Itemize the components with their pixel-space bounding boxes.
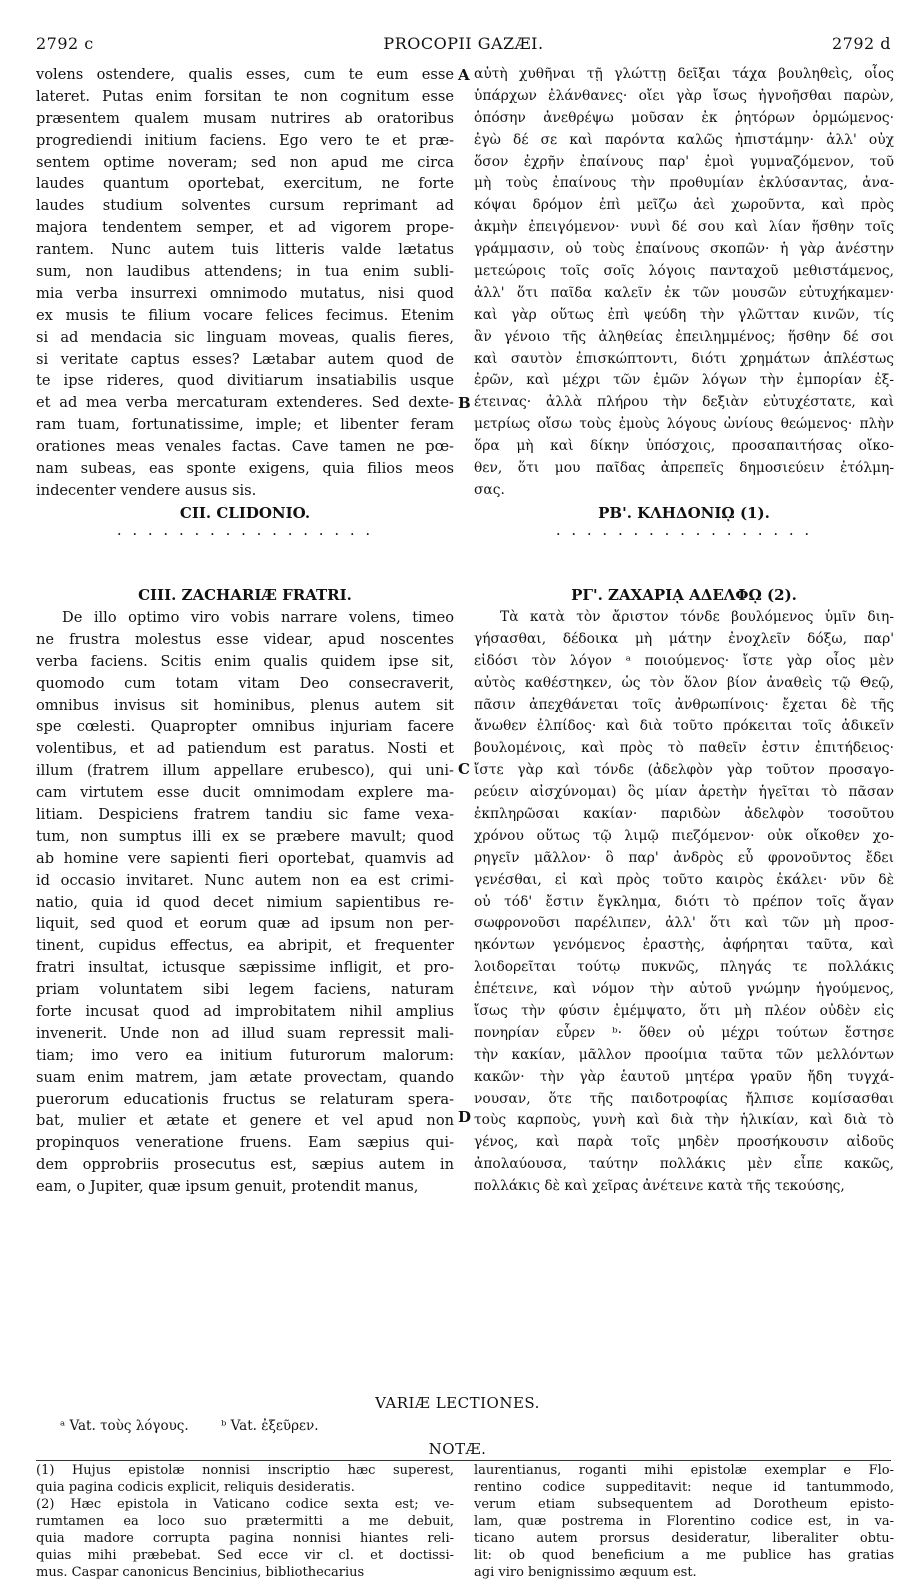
text-line: εἰδόσι τὸν λόγον ᵃ ποιούμενος· ἴστε γὰρ οἷος μὲν: [474, 652, 894, 669]
text-line: οὐ τόδ' ἔστιν ἔγκλημα, διότι τὸ πρέπον τοῖς ἄγαν: [474, 893, 894, 910]
note-line: rumtamen ea loco suo prætermitti a me debuit,: [36, 1514, 454, 1529]
text-line: πολλάκις δὲ καὶ χεῖρας ἀνέτεινε κατὰ τῆς τεκούσης,: [474, 1178, 845, 1195]
text-line: ηκόντων γενόμενος ἐραστὴς, ἀφήρηται ταῦτα, καὶ: [474, 937, 894, 954]
text-line: αὐτὸς καθέστηκεν, ὡς τὸν ὅλον βίον ἀναθεὶς τῷ Θεῷ,: [474, 674, 894, 691]
text-line: χρόνου οὕτως τῷ λιμῷ πιεζόμενον· οὐκ οἴκοθεν χο-: [474, 827, 894, 844]
note-line: mus. Caspar canonicus Bencinius, bibliothecarius: [36, 1565, 365, 1580]
latin-column-bottom: [36, 607, 454, 1198]
text-line: puerorum educationis fructus se relaturam spera-: [36, 1090, 454, 1108]
note-line: ticano autem prorsus desideratur, liberaliter obtu-: [474, 1531, 894, 1546]
text-line: μὴ τοὺς ἐπαίνους τὴν προθυμίαν ἐκλύσαντας, ἀνα-: [474, 175, 894, 192]
text-line: γήσασθαι, δέδοικα μὴ μάτην ἐνοχλεῖν δόξω, παρ': [474, 630, 894, 647]
text-line: ἐκπληρῶσαι κακίαν· παριδὼν ἀδελφὸν τοσοῦτου: [474, 806, 894, 823]
text-line: πονηρίαν εὗρεν ᵇ· ὅθεν οὐ μέχρι τούτων ἔστησε: [474, 1024, 894, 1041]
greek-heading-ciii-block: [474, 584, 894, 606]
greek-column-top: [474, 64, 894, 502]
text-line: tum, non sumptus illi ex se præbere mavult; quod: [36, 827, 454, 845]
latin-heading-ciii-block: [36, 584, 454, 606]
text-line: ne frustra molestus esse videar, apud noscentes: [36, 630, 454, 648]
text-line: quomodo cum totam vitam Deo consecraverit,: [36, 674, 454, 692]
text-line: σωφρονοῦσι παρέλιπεν, ἀλλ' ὅτι καὶ τῶν μὴ προσ-: [474, 915, 894, 932]
text-line: propinquos veneratione fruens. Eam sæpius qui-: [36, 1134, 454, 1152]
text-line: ρεύειν αἰσχύνομαι) ὃς μίαν ἀρετὴν ἡγεῖται τὸ πᾶσαν: [474, 784, 894, 801]
text-line: πᾶσιν ἀπεχθάνεται τοῖς ἀνθρωπίνοις· ἔχεται δὲ τῆς: [474, 696, 894, 713]
note-line: (1) Hujus epistolæ nonnisi inscriptio hæc superest,: [36, 1463, 454, 1478]
text-line: κόψαι δρόμον ἐπὶ μεῖζω ἀεὶ χωροῦντα, καὶ πρὸς: [474, 197, 894, 214]
page-number-right: 2792 d: [831, 34, 891, 53]
text-line: litiam. Despiciens fratrem tandiu sic fame vexa-: [36, 806, 454, 824]
greek-column-bottom: [474, 607, 894, 1198]
note-line: rentino codice suppeditavit: neque id tantummodo,: [474, 1480, 894, 1495]
text-line: ἀπολαύουσα, ταύτην πολλάκις μὲν εἶπε κακῶς,: [474, 1156, 894, 1173]
text-line: νουσαν, ὅτε τῆς παιδοτροφίας ἤλπισε κομίσασθαι: [474, 1090, 894, 1107]
text-line: nam subeas, eas sponte exigens, quia filios meos: [36, 460, 454, 478]
text-line: invenerit. Unde non ad illud suam repressit mali-: [36, 1024, 454, 1042]
text-line: suam enim matrem, jam ætate provectam, quando: [36, 1068, 454, 1086]
text-line: μετεώροις τοῖς σοῖς λόγοις πανταχοῦ μεθιστάμενος,: [474, 263, 894, 280]
page-number-left: 2792 c: [36, 34, 94, 53]
greek-heading-cii: ΡΒ'. ΚΛΗΔΟΝΙῼ (1).: [598, 504, 770, 522]
text-line: λοιδορεῖται τούτῳ πυκνῶς, πληγάς τε πολλάκις: [474, 959, 894, 976]
running-header: [36, 34, 891, 56]
text-line: majora tendentem semper, et ad vigorem prope-: [36, 219, 454, 237]
note-line: quia madore corrupta pagina nonnisi hiantes reli-: [36, 1531, 454, 1546]
note-line: (2) Hæc epistola in Vaticano codice sexta est; ve-: [36, 1497, 454, 1512]
text-line: fratri insultat, ictusque sæpissime infligit, et pro-: [36, 959, 454, 977]
note-line: lam, quæ postrema in Florentino codice est, in va-: [474, 1514, 894, 1529]
margin-marker-d: D: [458, 1108, 472, 1126]
note-line: verum etiam subsequentem ad Dorotheum episto-: [474, 1497, 894, 1512]
text-line: ἐπέτεινε, καὶ νόμον τὴν αὐτοῦ γνώμην ἡγούμενος,: [474, 981, 894, 998]
text-line: indecenter vendere ausus sis.: [36, 481, 257, 499]
text-line: volentibus, et ad patiendum est paratus. Nosti et: [36, 740, 454, 758]
margin-marker-a: A: [458, 66, 470, 84]
text-line: τοὺς καρποὺς, γυνὴ καὶ διὰ τὴν ἡλικίαν, καὶ διὰ τὸ: [474, 1112, 894, 1129]
latin-heading-ciii: CIII. ZACHARIÆ FRATRI.: [138, 586, 352, 604]
text-line: ἄνωθεν ἐλπίδος· καὶ διὰ τοῦτο πρόκειται τοῖς ἀδικεῖν: [474, 718, 894, 735]
greek-heading-ciii: ΡΓ'. ΖΑΧΑΡΙᾼ ΑΔΕΛΦῼ (2).: [571, 586, 797, 604]
variae-lectiones: [60, 1418, 347, 1434]
text-line: tiam; imo vero ea initium futurorum malorum:: [36, 1046, 454, 1064]
text-line: id occasio invitaret. Nunc autem non ea est crimi-: [36, 871, 454, 889]
text-line: mia verba insurrexi omnimodo mutatus, nisi quod: [36, 284, 454, 302]
lacuna-dots-left: . . . . . . . . . . . . . . . . .: [116, 524, 374, 539]
text-line: μετρίως οἴσω τοὺς ἐμοὺς λόγους ὠνίους θεώμενος· πλὴν: [474, 416, 894, 433]
text-line: illum (fratrem illum appellare erubesco), qui uni-: [36, 762, 454, 780]
text-line: verba faciens. Scitis enim qualis quidem ipse sit,: [36, 652, 454, 670]
text-line: ab homine vere sapienti fieri oportebat, quamvis ad: [36, 849, 454, 867]
text-line: ἐγὼ δέ σε καὶ παρόντα καλῶς ἠπιστάμην· ἀλλ' οὐχ: [474, 131, 894, 148]
text-line: te ipse rideres, quod divitiarum insatiabilis usque: [36, 372, 454, 390]
text-line: γένος, καὶ παρὰ τοῖς μηδὲν προσήκουσιν αἰδοῦς: [474, 1134, 894, 1151]
text-line: forte incusat quod ad improbitatem nihil amplius: [36, 1003, 454, 1021]
text-line: ἴσως τὴν φύσιν ἐμέμψατο, ὅτι μὴ πλέον οὐδὲν εἰς: [474, 1003, 894, 1020]
latin-heading-cii: CII. CLIDONIO.: [179, 504, 311, 522]
text-line: καὶ γὰρ οὕτως ἐπὶ ψεύδη τὴν γλῶτταν κινῶν, τίς: [474, 306, 894, 323]
text-line: omnibus invisus sit hominibus, plenus autem sit: [36, 696, 454, 714]
text-line: bat, mulier et ætate et genere et vel apud non: [36, 1112, 454, 1130]
text-line: natio, quia id quod decet nimium sapientibus re-: [36, 893, 454, 911]
running-title: PROCOPII GAZÆI.: [383, 34, 544, 53]
text-line: si veritate captus esses? Lætabar autem quod de: [36, 350, 454, 368]
text-line: ἐρῶν, καὶ μέχρι τῶν ἐμῶν λόγων τὴν ἐμπορίαν ἐξ-: [474, 372, 894, 389]
text-line: tinent, cupidus effectus, ea abripit, et frequenter: [36, 937, 454, 955]
text-line: ram tuam, fortunatissime, imple; et libenter feram: [36, 416, 454, 434]
text-line: ὑπάρχων ἐλάνθανες· οἴει γὰρ ἴσως ἠγνοῆσθαι παρὼν,: [474, 87, 894, 104]
text-line: lateret. Putas enim forsitan te non cognitum esse: [36, 87, 454, 105]
text-line: κακῶν· τὴν γὰρ ἑαυτοῦ μητέρα γραῦν ἤδη τυγχά-: [474, 1068, 894, 1085]
text-line: si ad mendacia sic linguam moveas, qualis fieres,: [36, 328, 454, 346]
greek-heading-cii-block: [474, 502, 894, 542]
text-line: laudes studium solventes cursum reprimant ad: [36, 197, 454, 215]
variant-a: ᵃ Vat. τοὺς λόγους.: [60, 1418, 189, 1434]
note-line: agi viro benignissimo æquum est.: [474, 1565, 697, 1580]
notes-right-column: [474, 1462, 894, 1581]
lacuna-dots-right: . . . . . . . . . . . . . . . . .: [555, 524, 813, 539]
text-line: θεν, ὅτι μου παῖδας ἀπρεπεῖς δημοσιεύειν ἐτόλμη-: [474, 460, 894, 477]
latin-column-top: [36, 64, 454, 502]
text-line: ἂν γένοιο τῆς ἀληθείας ἐπειλημμένος; ἥσθην δέ σοι: [474, 328, 894, 345]
text-line: τὴν κακίαν, μᾶλλον προοίμια ταῦτα τῶν μελλόντων: [474, 1046, 894, 1063]
text-line: σας.: [474, 481, 505, 498]
text-line: liquit, sed quod et eorum quæ ad ipsum non per-: [36, 915, 454, 933]
text-line: sentem optime noveram; sed non apud me circa: [36, 153, 454, 171]
text-line: γράμμασιν, οὐ τοὺς ἐπαίνους σκοπῶν· ἡ γὰρ ἀνέστην: [474, 241, 894, 258]
text-line: volens ostendere, qualis esses, cum te eum esse: [36, 66, 454, 83]
text-line: αὐτὴ χυθῆναι τῇ γλώττῃ δεῖξαι τάχα βουληθεὶς, οἷος: [474, 66, 894, 82]
notes-left-column: [36, 1462, 454, 1581]
text-line: De illo optimo viro vobis narrare volens, timeo: [62, 609, 454, 626]
variant-b: ᵇ Vat. ἐξεῦρεν.: [220, 1418, 319, 1434]
margin-marker-c: C: [458, 760, 470, 778]
text-line: ρηγεῖν μᾶλλον· ὃ παρ' ἀνδρὸς εὖ φρονοῦντος ἔδει: [474, 849, 894, 866]
text-line: γενέσθαι, εἰ καὶ πρὸς τοῦτο καιρὸς ἐκάλει· νῦν δὲ: [474, 871, 894, 888]
text-line: ὅσον ἐχρῆν ἐπαίνους παρ' ἐμοὶ γυμναζόμενον, τοῦ: [474, 153, 894, 170]
text-line: βουλομένοις, καὶ πρὸς τὸ παθεῖν ἐστιν ἐπιτήδειος·: [474, 740, 894, 757]
text-line: ἀκμὴν ἐπειγόμενον· νυνὶ δέ σου καὶ λίαν ἥσθην τοῖς: [474, 219, 894, 236]
note-line: lit: ob quod beneficium a me publice has gratias: [474, 1548, 894, 1563]
text-line: orationes meas venales factas. Cave tamen ne pœ-: [36, 438, 454, 456]
text-line: Τὰ κατὰ τὸν ἄριστον τόνδε βουλόμενος ὑμῖν διη-: [500, 609, 894, 625]
text-line: sum, non laudibus attendens; in tua enim subli-: [36, 263, 454, 281]
text-line: έτεινας· ἀλλὰ πλήρου τὴν δεξιὰν εὐτυχέστατε, καὶ: [474, 394, 894, 411]
text-line: ἴστε γὰρ καὶ τόνδε (ἀδελφὸν γὰρ τοῦτον προσαγο-: [474, 762, 894, 779]
text-line: cam virtutem esse ducit omnimodam explere ma-: [36, 784, 454, 802]
text-line: ὁπόσην ἀνεθρέψω μοῦσαν ἐκ ῥητόρων ὁρμώμενος·: [474, 109, 894, 126]
text-line: eam, o Jupiter, quæ ipsum genuit, protendit manus,: [36, 1178, 419, 1196]
text-line: rantem. Nunc autem tuis litteris valde lætatus: [36, 241, 454, 259]
text-line: præsentem qualem musam nutrires ab oratoribus: [36, 109, 454, 127]
latin-heading-cii-block: [36, 502, 454, 542]
notae-title: NOTÆ.: [428, 1440, 487, 1458]
text-line: spe cœlesti. Quapropter omnibus injuriam facere: [36, 718, 454, 736]
text-line: priam voluntatem sibi legem faciens, naturam: [36, 981, 454, 999]
text-line: dem opprobriis prosecutus est, sæpius autem in: [36, 1156, 454, 1174]
text-line: ἀλλ' ὅτι παῖδα καλεῖν ἐκ τῶν μουσῶν εὐτυχήκαμεν·: [474, 284, 894, 301]
text-line: laudes quantum oportebat, exercitum, ne forte: [36, 175, 454, 193]
note-line: laurentianus, roganti mihi epistolæ exemplar e Flo-: [474, 1463, 894, 1478]
variae-lectiones-title: VARIÆ LECTIONES.: [375, 1394, 540, 1412]
margin-marker-b: B: [458, 394, 471, 412]
text-line: ὅρα μὴ καὶ δίκην ὑπόσχοις, προσαπαιτήσας οἴκο-: [474, 438, 894, 455]
note-line: quias mihi præbebat. Sed ecce vir cl. et doctissi-: [36, 1548, 454, 1563]
text-line: progrediendi initium faciens. Ego vero te et præ-: [36, 131, 454, 149]
text-line: et ad mea verba mercaturam extenderes. Sed dexte-: [36, 394, 454, 412]
text-line: καὶ σαυτὸν ἐπισκώπτοντι, διότι χρημάτων ἀπλέστως: [474, 350, 894, 367]
notes-rule: [36, 1460, 891, 1461]
text-line: ex musis te filium vocare felices fecimus. Etenim: [36, 306, 454, 324]
note-line: quia pagina codicis explicit, reliquis desideratis.: [36, 1480, 355, 1495]
